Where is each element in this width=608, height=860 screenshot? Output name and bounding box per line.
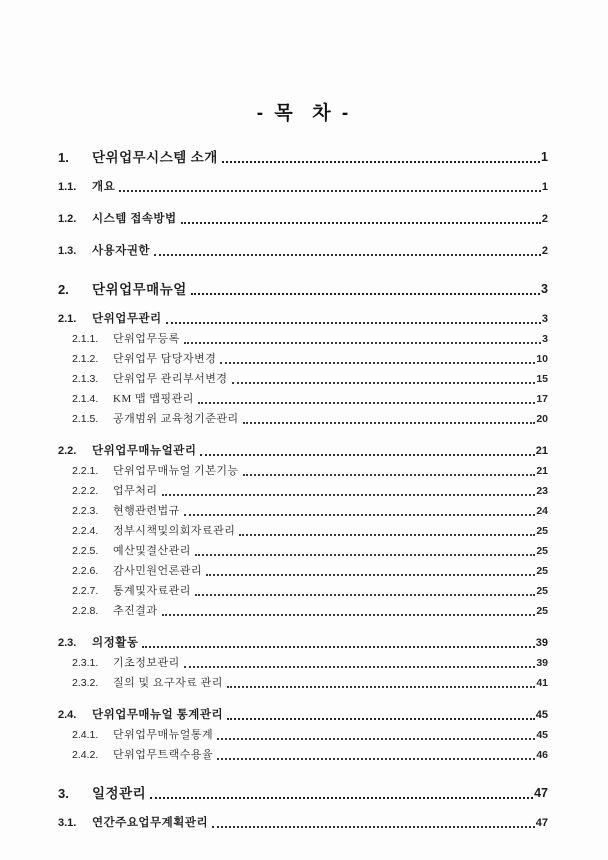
dot-leader (162, 494, 536, 496)
toc-entry-label: 시스템 접속방법 (92, 213, 177, 225)
toc-entry-number: 2.1.3. (72, 373, 99, 385)
toc-entry-label: 일정관리 (92, 786, 147, 801)
toc-entry-number: 3. (58, 786, 69, 801)
toc-entry (58, 504, 548, 519)
toc-entry (58, 212, 548, 227)
toc-entry-page: 3 (542, 333, 548, 345)
toc-entry-number: 1.2. (58, 213, 77, 225)
toc-entry-number: 3.1. (58, 817, 77, 829)
dot-leader (212, 826, 535, 828)
toc-entry-number: 2.2.4. (72, 525, 99, 537)
toc-entry-label: 의정활동 (92, 637, 139, 649)
dot-leader (243, 474, 536, 476)
dot-leader (191, 293, 540, 295)
toc-entry-label: 감사민원언론관리 (113, 565, 203, 577)
toc-entry-page: 3 (541, 282, 548, 296)
dot-leader (227, 718, 535, 720)
toc-entry-number: 2.3. (58, 637, 77, 649)
dot-leader (206, 574, 535, 576)
toc-entry (58, 444, 548, 459)
toc-entry-page: 45 (536, 729, 548, 741)
dot-leader (195, 594, 535, 596)
toc-entry-label: 통계및자료관리 (113, 585, 191, 597)
toc-entry (58, 244, 548, 259)
toc-entry-number: 2.3.2. (72, 677, 99, 689)
dot-leader (119, 190, 541, 192)
toc-entry (58, 708, 548, 723)
toc-entry-number: 1.3. (58, 245, 77, 257)
toc-entry (58, 149, 548, 166)
dot-leader (154, 254, 541, 256)
toc-entry-label: 단위업무시스템 소개 (92, 150, 218, 165)
dot-leader (227, 686, 535, 688)
toc-entry-label: 단위업무매뉴얼통계 (113, 729, 214, 741)
toc-entry-label: 공개범위 교육청기준관리 (113, 413, 239, 425)
dot-leader (142, 646, 534, 648)
dot-leader (162, 614, 536, 616)
dot-leader (232, 382, 536, 384)
dot-leader (239, 534, 535, 536)
toc-entry (58, 816, 548, 831)
toc-entry-label: 단위업무매뉴얼 통계관리 (92, 709, 224, 721)
dot-leader (220, 362, 535, 364)
toc-entry-page: 21 (536, 465, 548, 477)
toc-entry-number: 2.4. (58, 709, 77, 721)
page-title: - 목 차 - (256, 103, 352, 124)
toc-entry-page: 2 (541, 213, 548, 225)
toc-entry-label: KM 맵 맵핑관리 (113, 393, 194, 405)
toc-entry (58, 464, 548, 479)
toc-entry-page: 47 (534, 786, 548, 800)
toc-entry (58, 412, 548, 427)
toc-entry-label: 단위업무등록 (113, 333, 180, 345)
toc-entry-page: 41 (536, 677, 548, 689)
toc-entry-label: 단위업무매뉴얼 기본기능 (113, 465, 239, 477)
toc-entry-number: 2.2.5. (72, 545, 99, 557)
toc-entry-page: 2 (541, 245, 548, 257)
toc-entry-number: 2.2.3. (72, 505, 99, 517)
toc-entry-number: 2.2.7. (72, 585, 99, 597)
toc-entry-page: 25 (536, 525, 548, 537)
toc-entry-label: 질의 및 요구자료 관리 (113, 677, 223, 689)
toc-entry-page: 25 (536, 545, 548, 557)
toc-entry (58, 656, 548, 671)
toc-entry-label: 단위업무트랙수용율 (113, 749, 214, 761)
toc-entry-number: 2.4.1. (72, 729, 99, 741)
toc-entry-number: 2.1.1. (72, 333, 99, 345)
toc-entry-page: 15 (536, 373, 548, 385)
dot-leader (181, 222, 541, 224)
toc-entry-label: 단위업무관리 (92, 313, 162, 325)
toc-entry-page: 3 (541, 313, 548, 325)
toc-entry-number: 1.1. (58, 181, 77, 193)
toc-entry-page: 20 (536, 413, 548, 425)
toc-entry (58, 352, 548, 367)
toc-entry (58, 281, 548, 298)
toc-entry-number: 2.4.2. (72, 749, 99, 761)
toc-entry-label: 예산및결산관리 (113, 545, 191, 557)
toc-entry-number: 2.2.6. (72, 565, 99, 577)
toc-entry-page: 25 (536, 565, 548, 577)
dot-leader (217, 758, 535, 760)
toc-entry-number: 1. (58, 150, 69, 165)
toc-entry-label: 현행관련법규 (113, 505, 180, 517)
toc-entry-number: 2.1. (58, 313, 77, 325)
dot-leader (150, 797, 533, 799)
toc-entry-page: 10 (536, 353, 548, 365)
dot-leader (198, 402, 535, 404)
toc-entry (58, 484, 548, 499)
dot-leader (200, 454, 534, 456)
toc-entry-label: 추진결과 (113, 605, 158, 617)
toc-entry (58, 312, 548, 327)
toc-entry-page: 39 (535, 637, 548, 649)
toc-entry (58, 584, 548, 599)
toc-entry-label: 단위업무 담당자변경 (113, 353, 217, 365)
toc-entry-label: 단위업무매뉴얼 (92, 282, 187, 297)
toc-entry-page: 25 (536, 605, 548, 617)
toc-entry (58, 372, 548, 387)
toc-entry-label: 연간주요업무계획관리 (92, 817, 209, 829)
toc-entry (58, 544, 548, 559)
toc-entry-page: 45 (535, 709, 548, 721)
toc-entry-page: 46 (536, 749, 548, 761)
toc-entry (58, 636, 548, 651)
toc-entry-label: 기초정보관리 (113, 657, 180, 669)
toc-entry-label: 사용자권한 (92, 245, 151, 257)
toc-entry-page: 25 (536, 585, 548, 597)
dot-leader (166, 322, 541, 324)
toc-entry-number: 2.1.2. (72, 353, 99, 365)
toc-entry (58, 332, 548, 347)
dot-leader (184, 666, 536, 668)
toc-entry-number: 2.2.1. (72, 465, 99, 477)
toc-entry (58, 785, 548, 802)
dot-leader (222, 161, 540, 163)
dot-leader (217, 738, 535, 740)
toc-entry-label: 단위업무매뉴얼관리 (92, 445, 197, 457)
toc-entry-page: 24 (536, 505, 548, 517)
toc-list (58, 149, 548, 831)
toc-entry-number: 2.1.4. (72, 393, 99, 405)
toc-entry-page: 21 (535, 445, 548, 457)
toc-entry (58, 676, 548, 691)
toc-entry-page: 23 (536, 485, 548, 497)
toc-entry-label: 개요 (92, 181, 116, 193)
toc-entry (58, 564, 548, 579)
toc-entry-number: 2.1.5. (72, 413, 99, 425)
toc-entry-page: 47 (535, 817, 548, 829)
toc-entry-page: 1 (541, 181, 548, 193)
toc-entry-number: 2.2.2. (72, 485, 99, 497)
toc-entry-number: 2.2. (58, 445, 77, 457)
dot-leader (195, 554, 535, 556)
dot-leader (184, 342, 541, 344)
dot-leader (184, 514, 536, 516)
toc-entry-label: 정부시책및의회자료관리 (113, 525, 236, 537)
toc-entry (58, 180, 548, 195)
toc-entry-number: 2.2.8. (72, 605, 99, 617)
toc-entry-label: 단위업무 관리부서변경 (113, 373, 228, 385)
toc-entry-label: 업무처리 (113, 485, 158, 497)
toc-entry-number: 2. (58, 282, 69, 297)
toc-entry (58, 524, 548, 539)
toc-entry-page: 17 (536, 393, 548, 405)
dot-leader (243, 422, 536, 424)
toc-entry-page: 39 (536, 657, 548, 669)
toc-entry-page: 1 (541, 150, 548, 164)
toc-entry (58, 728, 548, 743)
toc-entry (58, 392, 548, 407)
toc-entry (58, 604, 548, 619)
toc-entry (58, 748, 548, 763)
toc-entry-number: 2.3.1. (72, 657, 99, 669)
